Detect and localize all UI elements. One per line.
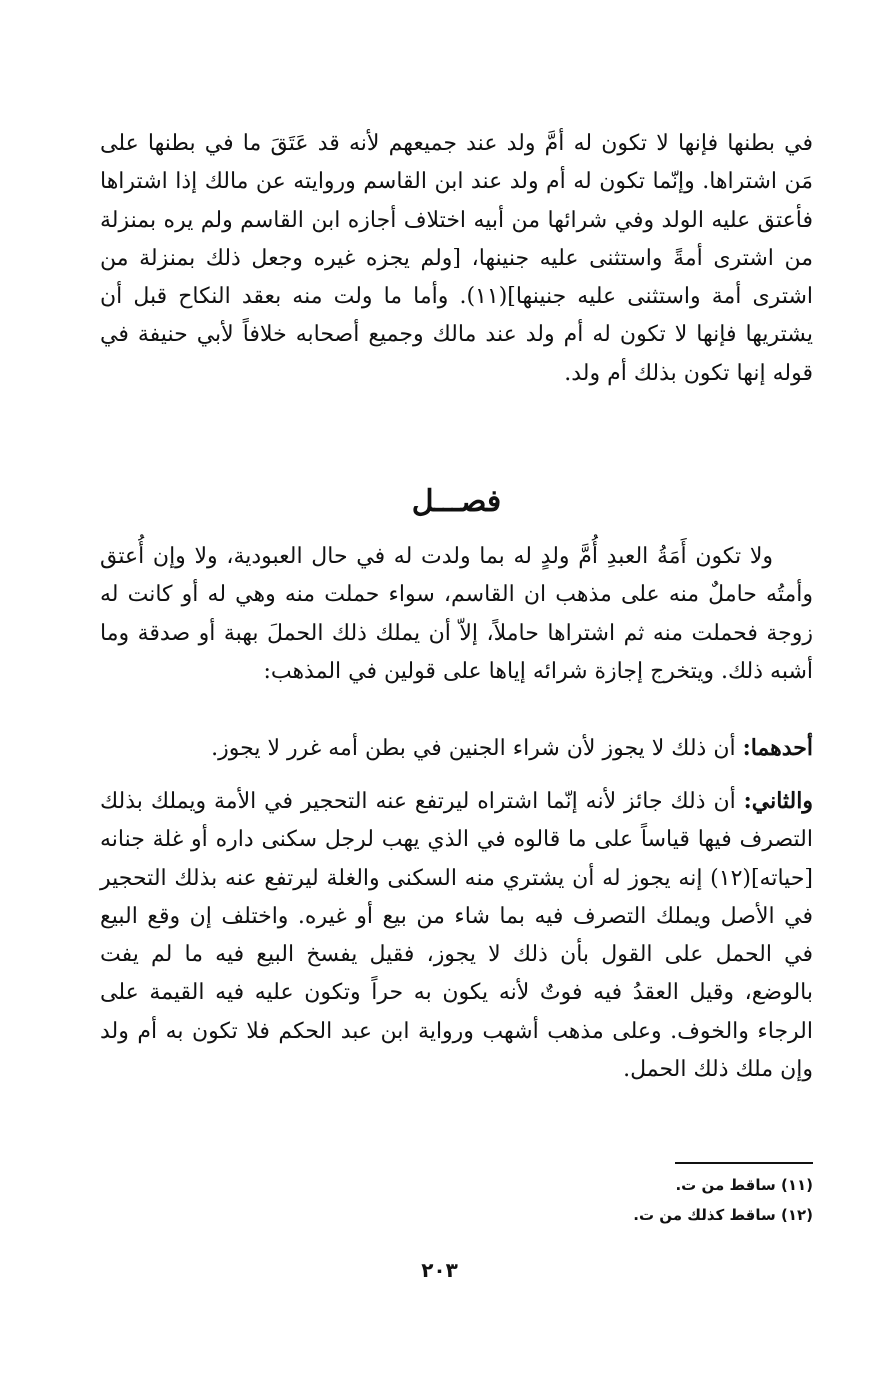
paragraph-3-text: أن ذلك لا يجوز لأن شراء الجنين في بطن أمه غرر لا يجوز. <box>211 736 743 761</box>
paragraph-4-text: أن ذلك جائز لأنه إنّما اشتراه ليرتفع عنه التحجير في الأمة ويملك بذلك التصرف فيها قياساً على ما قالوه في الذي يهب لرجل سكنى داره أو غلة جنانه [حياته](١٢) إنه يجوز له أن يشتري منه السكنى والغلة ليرتفع عنه بذلك التحجير في الأصل ويملك التصرف فيه بما شاء من بيع أو غيره. واختلف إن وقع البيع في الحمل على القول بأن ذلك لا يجوز، فقيل يفسخ البيع فيه ما لم يفت بالوضع، وقيل العقدُ فيه فوتٌ لأنه يكون به حراً وتكون عليه فيه القيمة على الرجاء والخوف. وعلى مذهب أشهب ورواية ابن عبد الحكم فلا تكون به أم ولد وإن ملك ذلك الحمل. <box>100 789 813 1083</box>
paragraph-1: في بطنها فإنها لا تكون له أمَّ ولد عند جميعهم لأنه قد عَتَقَ ما في بطنها على مَن اشتراها. وإنّما تكون له أم ولد عند ابن القاسم وروايته عن مالك إذا اشتراها فأعتق عليه الولد وفي شرائها من أبيه اختلاف أجازه ابن القاسم ولم يره بمنزلة من اشترى أمةً واستثنى عليه جنينها، [ولم يجزه غيره وجعل ذلك بمنزلة من اشترى أمة واستثنى عليه جنينها](١١). وأما ما ولت منه بعقد النكاح قبل أن يشتريها فإنها لا تكون له أم ولد عند مالك وجميع أصحابه خلافاً لأبي حنيفة في قوله إنها تكون بذلك أم ولد. <box>100 131 814 386</box>
paragraph-3-lead: أحدهما: <box>742 735 813 761</box>
footnote-divider <box>675 1162 813 1164</box>
footnote-11: (١١) ساقط من ت. <box>675 1176 813 1194</box>
footnote-12: (١٢) ساقط كذلك من ت. <box>633 1206 813 1224</box>
footnotes <box>100 1170 813 1230</box>
section-heading: فصـــل <box>411 484 502 519</box>
paragraph-2: ولا تكون أَمَةُ العبدِ أُمَّ ولدٍ له بما ولدت له في حال العبودية، ولا وإن أُعتق وأمتُه حاملٌ منه على مذهب ان القاسم، سواء حملت منه وهي له أو كانت له زوجة فحملت منه ثم اشتراها حاملاً، إلاّ أن يملك ذلك الحملَ بهبة أو صدقة وما أشبه ذلك. ويتخرج إجازة شرائه إياها على قولين في المذهب: <box>100 544 813 684</box>
page-number: ٢٠٣ <box>421 1258 458 1282</box>
paragraph-3 <box>100 729 813 768</box>
paragraph-4 <box>100 782 813 1089</box>
paragraph-4-lead: والثاني: <box>743 788 813 814</box>
